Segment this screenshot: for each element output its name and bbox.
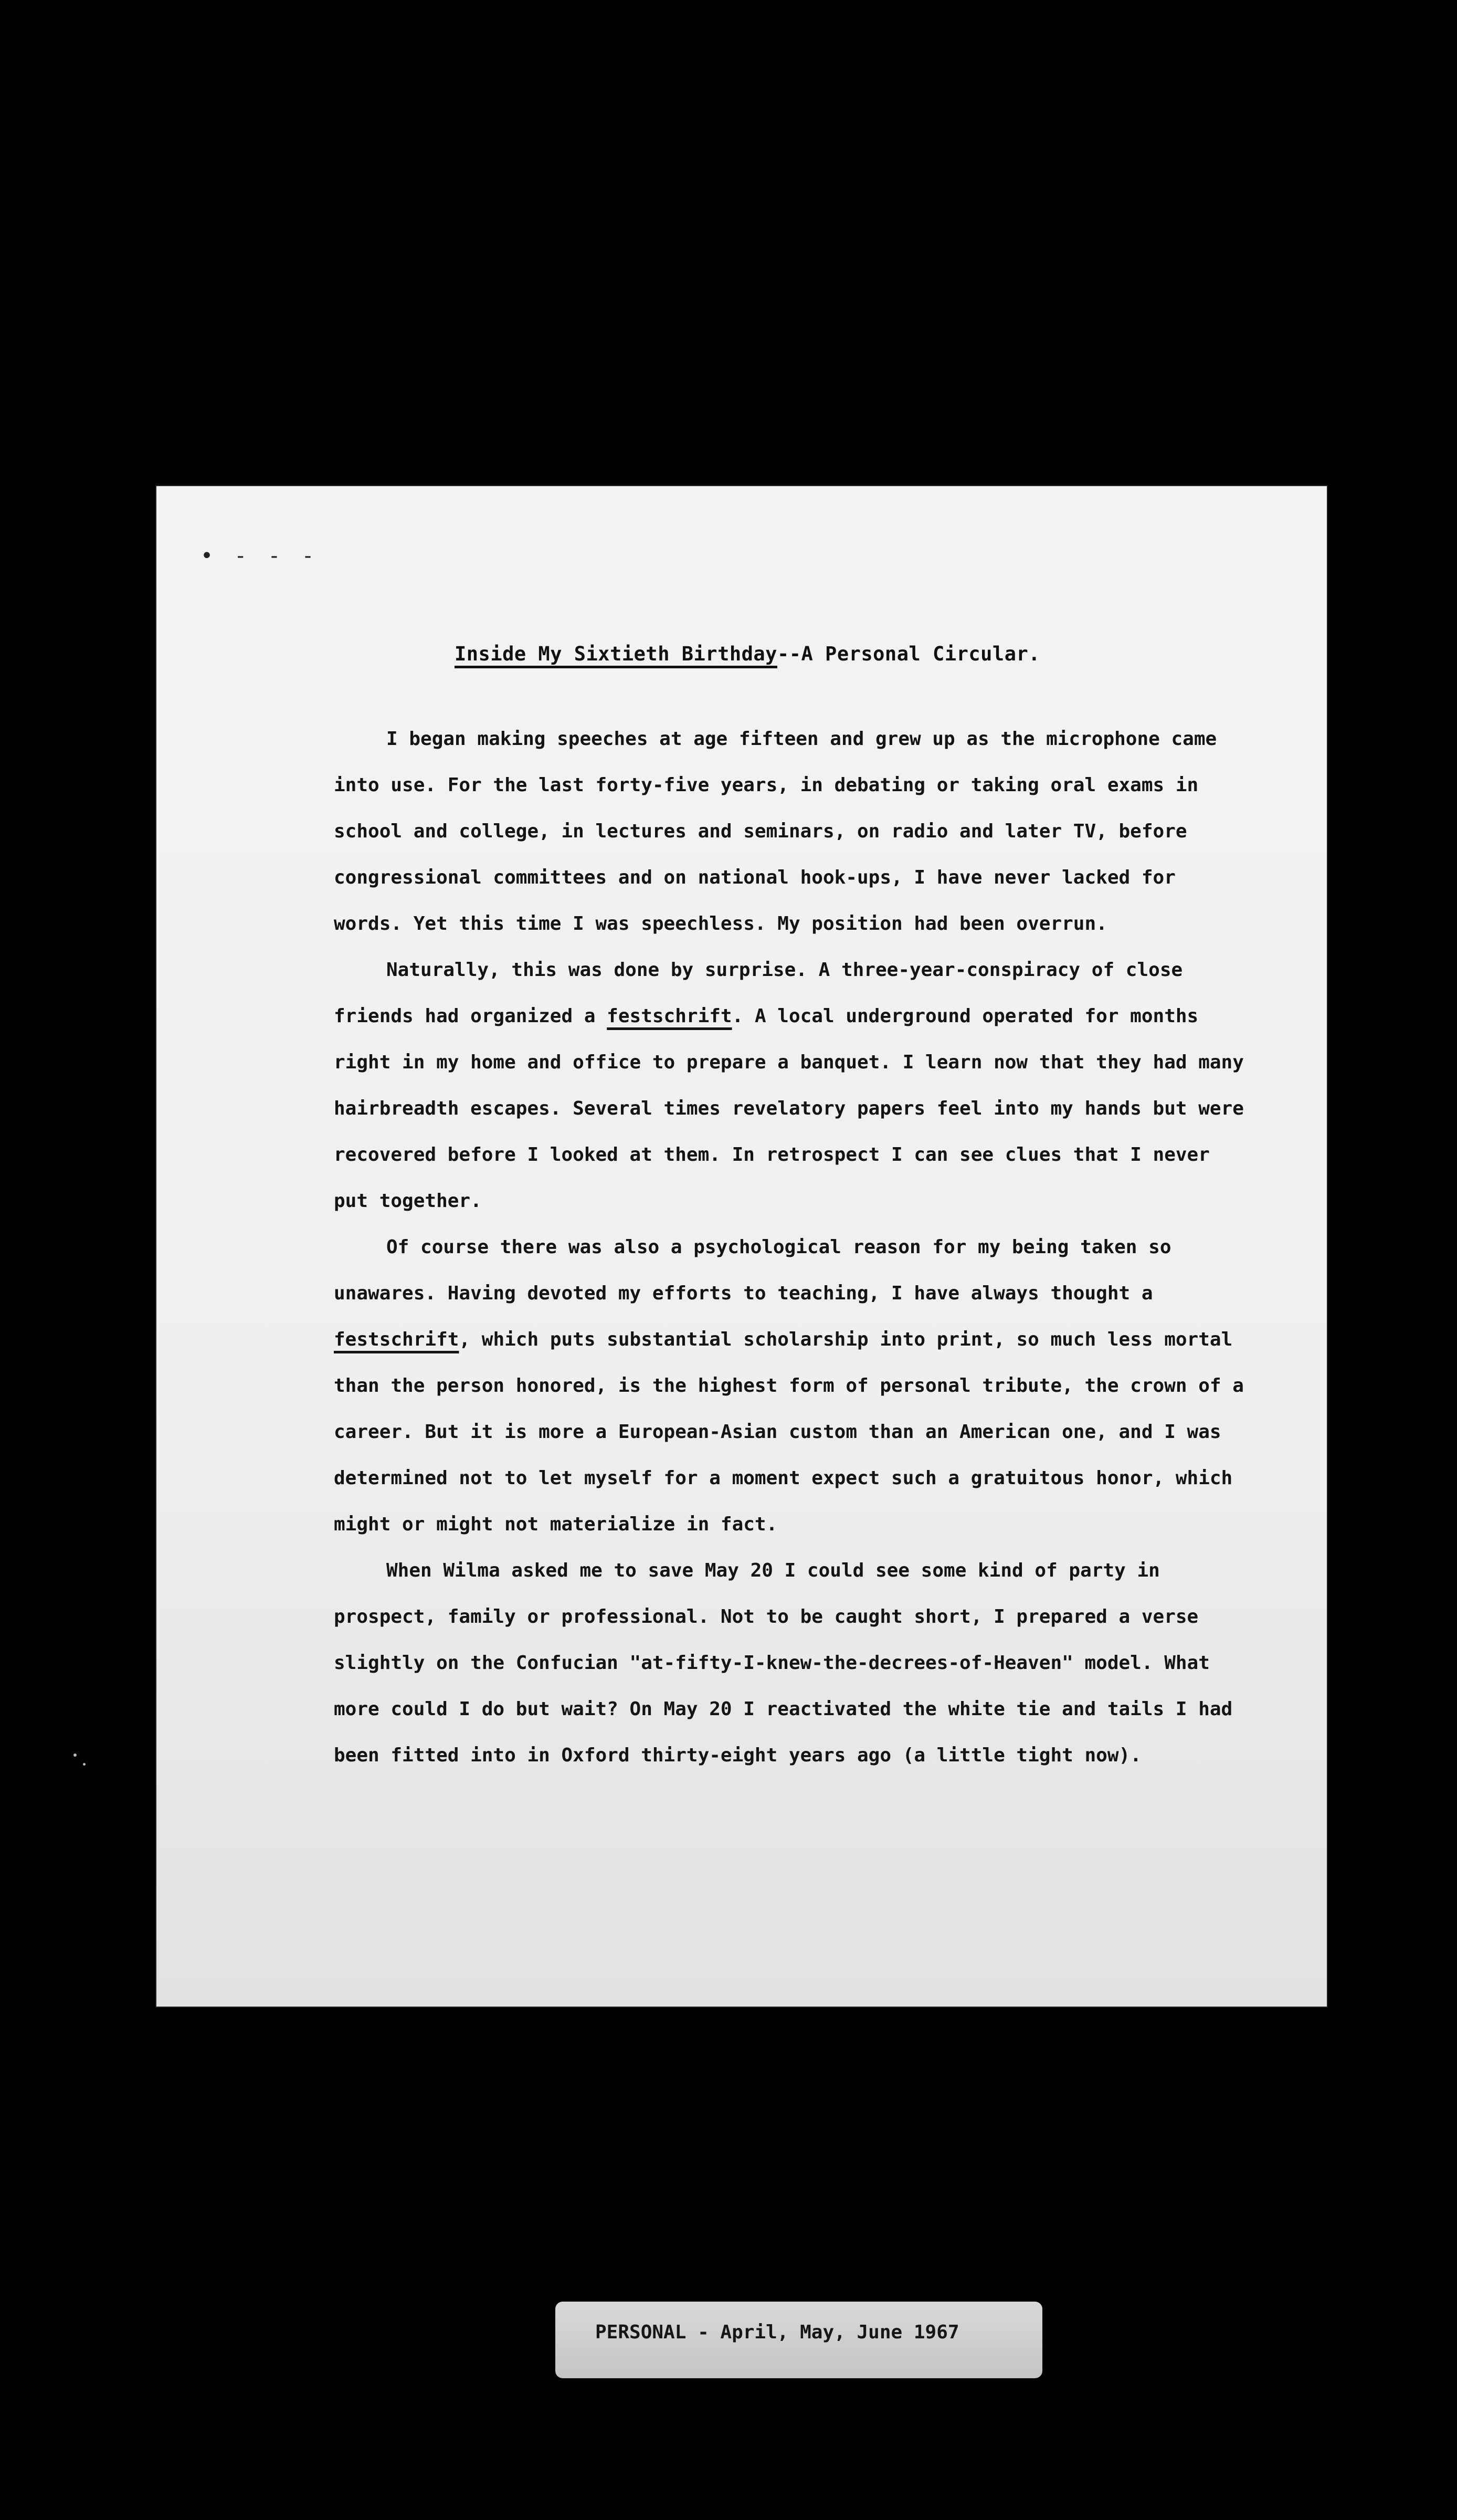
document-page xyxy=(155,485,1328,2008)
underlined-term: festschrift xyxy=(334,1329,459,1350)
archive-label-text: PERSONAL - April, May, June 1967 xyxy=(595,2322,959,2343)
title-underlined: Inside My Sixtieth Birthday xyxy=(455,643,777,665)
title-rest: --A Personal Circular. xyxy=(777,643,1041,665)
paragraph-text: Naturally, this was done by surprise. A three-year-conspiracy of close friends had organized a xyxy=(334,959,1183,1027)
paragraph-text: . A local underground operated for months right in my home and office to prepare a banquet. I learn now that they had many hairbreadth escapes. Several times revelatory papers feel into my hands but were recovered before I looked at them. In retrospect I can see clues that I never put together. xyxy=(334,1005,1244,1212)
paragraph-text: When Wilma asked me to save May 20 I could see some kind of party in prospect, family or professional. Not to be caught short, I prepared a verse slightly on the Confucian "at-fifty-I-knew-the-decrees-of-Heaven" model. What more could I do but wait? On May 20 I reactivated the white tie and tails I had been fitted into in Oxford thirty-eight years ago (a little tight now). xyxy=(334,1560,1233,1766)
document-body xyxy=(334,716,1247,1779)
paragraph xyxy=(334,947,1247,1224)
paragraph-text: Of course there was also a psychological reason for my being taken so unawares. Having devoted my efforts to teaching, I have always thought a xyxy=(334,1236,1171,1304)
page-mark: • - - - xyxy=(200,544,319,568)
underlined-term: festschrift xyxy=(607,1005,732,1027)
film-speck xyxy=(83,1763,86,1766)
paragraph xyxy=(334,1224,1247,1548)
film-speck xyxy=(73,1754,77,1757)
paragraph xyxy=(334,716,1247,947)
paragraph xyxy=(334,1548,1247,1779)
archive-label xyxy=(555,2302,1042,2378)
paragraph-text: I began making speeches at age fifteen and grew up as the microphone came into use. For the last forty-five years, in debating or taking oral exams in school and college, in lectures and seminars, on radio and later TV, before congressional committees and on national hook-ups, I have never lacked for words. Yet this time I was speechless. My position had been overrun. xyxy=(334,728,1217,934)
paragraph-text: , which puts substantial scholarship into print, so much less mortal than the person honored, is the highest form of personal tribute, the crown of a career. But it is more a European-Asian custom than an American one, and I was determined not to let myself for a moment expect such a gratuitous honor, which might or might not materialize in fact. xyxy=(334,1329,1244,1535)
document-title xyxy=(455,643,1040,665)
